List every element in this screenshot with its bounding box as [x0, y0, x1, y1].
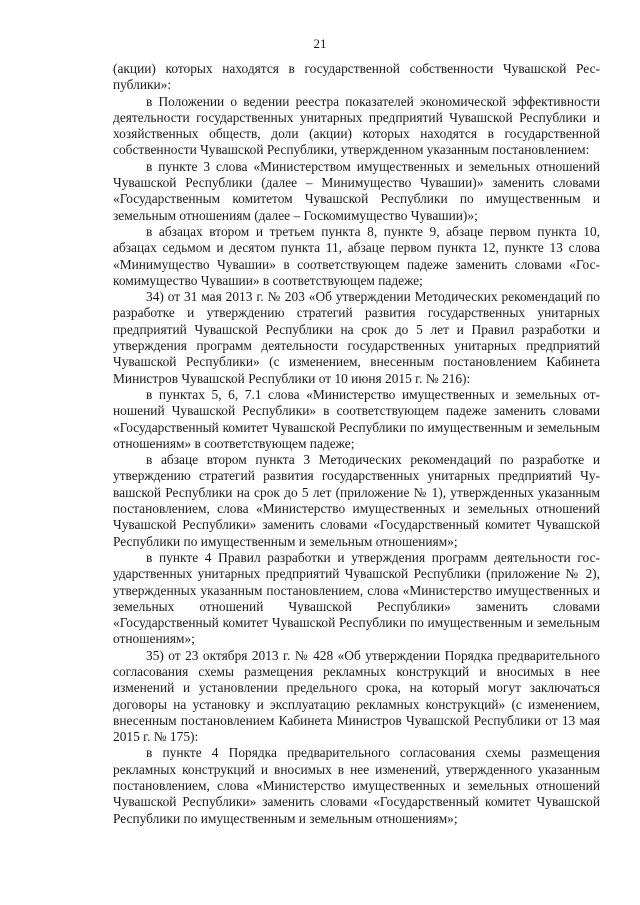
paragraph-registry-regulation: в Положении о ведении реестра показателей экономической эффективности деятельности государственных унитарных предприятий Чувашской Республики и хозяйственных обществ, доли (акции) которых находятся в государственной собственности Чувашской Республики, утвержденном указанным постановлением: [113, 93, 600, 158]
paragraph-continuation: (акции) которых находятся в государственной собственности Чувашской Республики»: [113, 61, 600, 93]
paragraph-item-34: 34) от 31 мая 2013 г. № 203 «Об утверждении Методических рекомендаций по разработке и утверждению стратегий развития государственных унитарных предприятий Чувашской Республики на срок до 5 лет и Правил разработки и утверждения программ деятельности государственных унитарных предприятий Чувашской Республики» (с изменением, внесенным постановлением Кабинета Министров Чувашской Республики от 10 июня 2015 г. № 216): [113, 289, 600, 386]
paragraph-points-5-6-7-1: в пунктах 5, 6, 7.1 слова «Министерство имущественных и земельных отношений Чувашской Республики» в соответствующем падеже заменить словами «Государственный комитет Чувашской Республики по имущественным и земельным отношениям» в соответствующем падеже; [113, 386, 600, 451]
paragraph-methodical-recommendations: в абзаце втором пункта 3 Методических рекомендаций по разработке и утверждению стратегий развития государственных унитарных предприятий Чувашской Республики на срок до 5 лет (приложение № 1), утвержденных указанным постановлением, слова «Министерство имущественных и земельных отношений Чувашской Республики» заменить словами «Государственный комитет Чувашской Республики по имущественным и земельным отношениям»; [113, 452, 600, 549]
paragraph-points-8-13: в абзацах втором и третьем пункта 8, пункте 9, абзаце первом пункта 10, абзацах седьмом и десятом пункта 11, абзаце первом пункта 12, пункте 13 слова «Минимущество Чувашии» в соответствующем падеже заменить словами «Госкомимущество Чувашии» в соответствующем падеже; [113, 223, 600, 288]
document-body [113, 61, 600, 827]
paragraph-item-35: 35) от 23 октября 2013 г. № 428 «Об утверждении Порядка предварительного согласования схемы размещения рекламных конструкций и вносимых в нее изменений и установлении предельного срока, на который могут заключаться договоры на установку и эксплуатацию рекламных конструкций» (с изменением, внесенным постановлением Кабинета Министров Чувашской Республики от 13 мая 2015 г. № 175): [113, 647, 600, 745]
paragraph-point-3: в пункте 3 слова «Министерством имущественных и земельных отношений Чувашской Республики (далее – Минимущество Чувашии)» заменить словами «Государственным комитетом Чувашской Республики по имущественным и земельным отношениям (далее – Госкомимущество Чувашии)»; [113, 158, 600, 223]
paragraph-program-rules: в пункте 4 Правил разработки и утверждения программ деятельности государственных унитарных предприятий Чувашской Республики (приложение № 2), утвержденных указанным постановлением, слова «Министерство имущественных и земельных отношений Чувашской Республики» заменить словами «Государственный комитет Чувашской Республики по имущественным и земельным отношениям»; [113, 549, 600, 647]
paragraph-advertising-procedure: в пункте 4 Порядка предварительного согласования схемы размещения рекламных конструкций и вносимых в нее изменений, утвержденного указанным постановлением, слова «Министерство имущественных и земельных отношений Чувашской Республики» заменить словами «Государственный комитет Чувашской Республики по имущественным и земельным отношениям»; [113, 745, 600, 826]
page-number: 21 [313, 36, 327, 51]
